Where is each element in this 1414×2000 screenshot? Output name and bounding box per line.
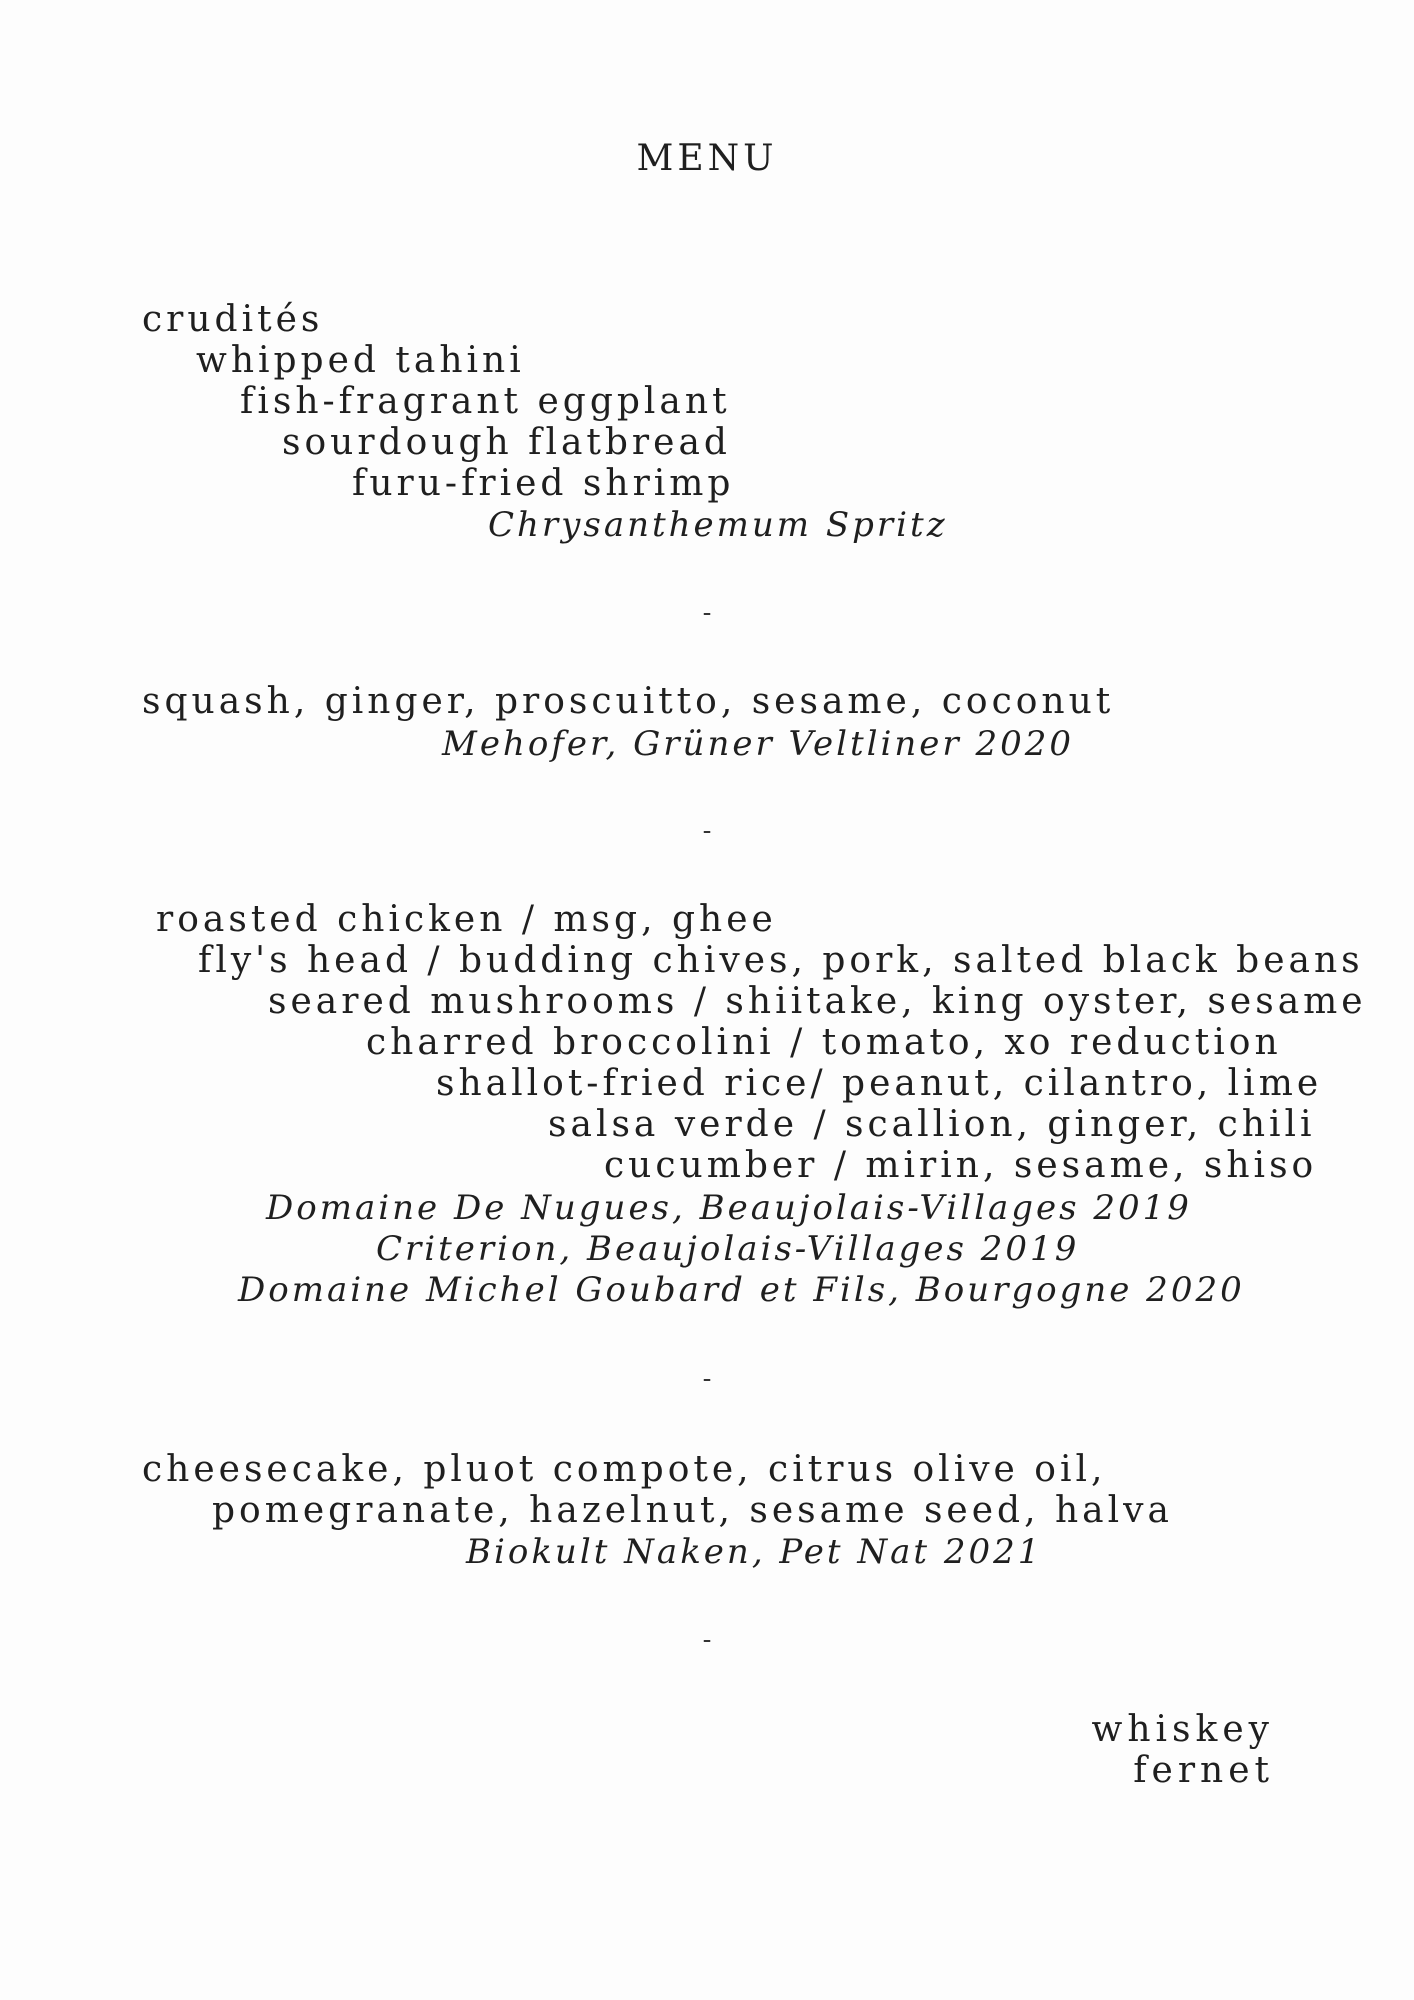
course3-item-mushrooms: seared mushrooms / shiitake, king oyster, sesame bbox=[268, 981, 1367, 1022]
separator-3: - bbox=[702, 1364, 712, 1394]
separator-2: - bbox=[702, 816, 712, 846]
course3-item-flys-head: fly's head / budding chives, pork, salted black beans bbox=[198, 940, 1364, 981]
course2-wine: Mehofer, Grüner Veltliner 2020 bbox=[442, 724, 1074, 764]
course4-line-1: cheesecake, pluot compote, citrus olive oil, bbox=[142, 1449, 1107, 1490]
course3-item-rice: shallot-fried rice/ peanut, cilantro, lime bbox=[436, 1063, 1323, 1104]
course3-item-chicken: roasted chicken / msg, ghee bbox=[156, 899, 777, 940]
menu-title: MENU bbox=[636, 138, 778, 179]
course1-item-shrimp: furu-fried shrimp bbox=[352, 463, 735, 504]
course3-wine-nugues: Domaine De Nugues, Beaujolais-Villages 2019 bbox=[266, 1188, 1192, 1228]
digestif-fernet: fernet bbox=[1133, 1750, 1274, 1791]
course4-line-2: pomegranate, hazelnut, sesame seed, halva bbox=[212, 1490, 1173, 1531]
digestif-whiskey: whiskey bbox=[1091, 1709, 1274, 1750]
course3-item-salsa-verde: salsa verde / scallion, ginger, chili bbox=[548, 1104, 1316, 1145]
course2-dish: squash, ginger, proscuitto, sesame, coconut bbox=[142, 681, 1115, 722]
course1-item-tahini: whipped tahini bbox=[196, 340, 525, 381]
separator-4: - bbox=[702, 1625, 712, 1655]
course1-item-crudites: crudités bbox=[142, 299, 324, 340]
course1-item-flatbread: sourdough flatbread bbox=[282, 422, 731, 463]
course3-wine-criterion: Criterion, Beaujolais-Villages 2019 bbox=[376, 1229, 1080, 1269]
course3-item-broccolini: charred broccolini / tomato, xo reduction bbox=[366, 1022, 1282, 1063]
separator-1: - bbox=[702, 598, 712, 628]
course1-drink: Chrysanthemum Spritz bbox=[488, 505, 948, 545]
course3-wine-goubard: Domaine Michel Goubard et Fils, Bourgogne 2020 bbox=[238, 1270, 1245, 1310]
course3-item-cucumber: cucumber / mirin, sesame, shiso bbox=[604, 1145, 1318, 1186]
course1-item-eggplant: fish-fragrant eggplant bbox=[240, 381, 731, 422]
course4-wine: Biokult Naken, Pet Nat 2021 bbox=[466, 1532, 1043, 1572]
